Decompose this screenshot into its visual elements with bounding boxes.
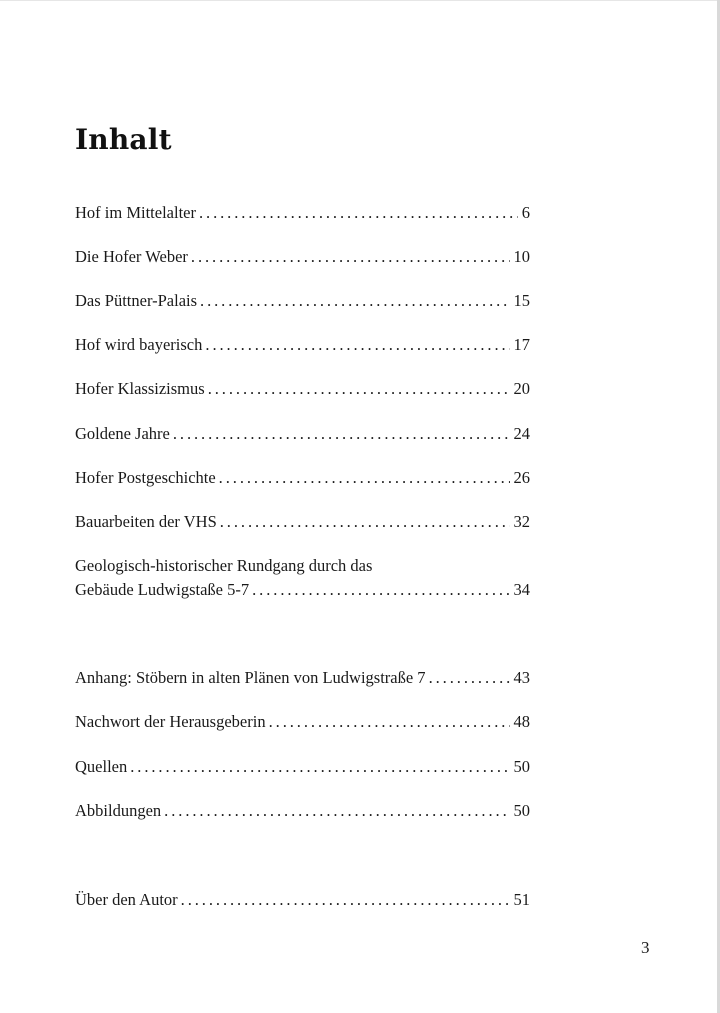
toc-heading: Inhalt xyxy=(75,123,172,156)
toc-entry-title: Goldene Jahre xyxy=(75,424,170,443)
toc-entry-title-line1: Geologisch-historischer Rundgang durch das xyxy=(75,556,373,575)
leader-dots xyxy=(216,467,510,489)
toc-entry-page: 15 xyxy=(513,291,530,310)
toc-entry-hof-im-mittelalter[interactable] xyxy=(75,202,530,224)
toc-entry-ueber-den-autor[interactable] xyxy=(75,889,530,911)
toc-entry-title: Hof im Mittelalter xyxy=(75,203,196,222)
leader-dots xyxy=(217,511,510,533)
toc-entry-hofer-klassizismus[interactable] xyxy=(75,378,530,400)
toc-entry-title: Quellen xyxy=(75,757,128,776)
page-top-edge xyxy=(0,0,720,1)
leader-dots xyxy=(127,756,509,778)
leader-dots xyxy=(161,800,509,822)
toc-entry-abbildungen[interactable] xyxy=(75,800,530,822)
leader-dots xyxy=(170,423,510,445)
toc-entry-hof-wird-bayerisch[interactable] xyxy=(75,334,530,356)
toc-entry-page: 43 xyxy=(513,668,530,687)
toc-entry-bauarbeiten-der-vhs[interactable] xyxy=(75,511,530,533)
leader-dots xyxy=(196,202,518,224)
toc-entry-title: Hof wird bayerisch xyxy=(75,335,203,354)
toc-entry-page: 50 xyxy=(513,757,530,776)
toc-entry-page: 51 xyxy=(513,890,530,909)
leader-dots xyxy=(266,711,510,733)
toc-entry-nachwort[interactable] xyxy=(75,711,530,733)
toc-entry-page: 34 xyxy=(513,580,530,599)
leader-dots xyxy=(188,246,510,268)
toc-entry-title: Über den Autor xyxy=(75,890,178,909)
toc-entry-page: 32 xyxy=(513,512,530,531)
toc-entry-title: Hofer Klassizismus xyxy=(75,379,205,398)
toc-entry-page: 26 xyxy=(513,468,530,487)
toc-entry-page: 24 xyxy=(513,424,530,443)
toc-entry-page: 10 xyxy=(513,247,530,266)
leader-dots xyxy=(426,667,510,689)
toc-entry-goldene-jahre[interactable] xyxy=(75,423,530,445)
toc-entry-page: 20 xyxy=(513,379,530,398)
leader-dots xyxy=(249,579,509,601)
toc-entry-title: Abbildungen xyxy=(75,801,162,820)
toc-entry-title: Bauarbeiten der VHS xyxy=(75,512,217,531)
toc-entry-page: 6 xyxy=(521,203,530,222)
toc-entry-title: Die Hofer Weber xyxy=(75,247,188,266)
toc-entry-title: Gebäude Ludwigstaße 5-7 xyxy=(75,580,250,599)
toc-entry-geologisch-historischer-rundgang[interactable] xyxy=(75,555,530,601)
toc-entry-quellen[interactable] xyxy=(75,756,530,778)
leader-dots xyxy=(202,334,509,356)
toc-entry-title: Nachwort der Herausgeberin xyxy=(75,712,266,731)
toc-entry-page: 50 xyxy=(513,801,530,820)
toc-entry-die-hofer-weber[interactable] xyxy=(75,246,530,268)
toc-entry-hofer-postgeschichte[interactable] xyxy=(75,467,530,489)
toc-entry-title: Anhang: Stöbern in alten Plänen von Ludwigstraße 7 xyxy=(75,668,426,687)
leader-dots xyxy=(178,889,510,911)
toc-entry-page: 48 xyxy=(513,712,530,731)
page-number: 3 xyxy=(641,938,650,957)
leader-dots xyxy=(197,290,509,312)
toc-entry-page: 17 xyxy=(513,335,530,354)
toc-entry-das-puettner-palais[interactable] xyxy=(75,290,530,312)
toc-entry-title: Hofer Postgeschichte xyxy=(75,468,216,487)
leader-dots xyxy=(205,378,510,400)
toc-entry-title: Das Püttner-Palais xyxy=(75,291,198,310)
toc-entry-anhang[interactable] xyxy=(75,667,530,689)
